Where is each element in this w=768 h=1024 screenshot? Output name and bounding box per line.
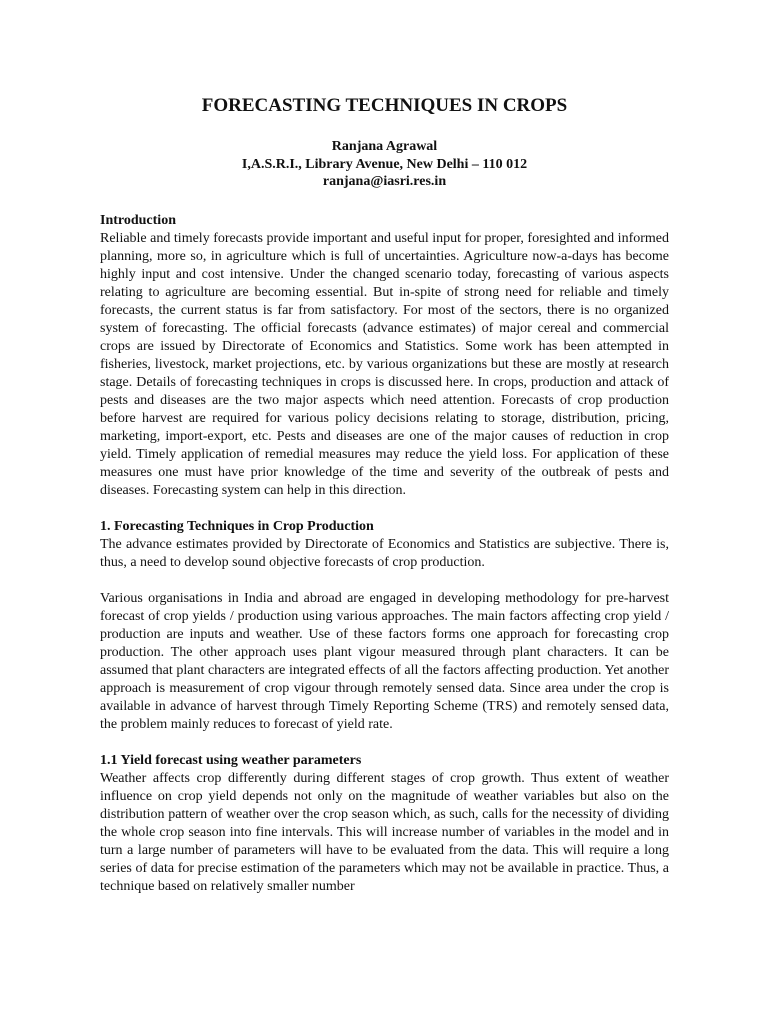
spacer [100,734,669,752]
spacer [100,572,669,590]
document-title: FORECASTING TECHNIQUES IN CROPS [201,95,568,116]
section-1-paragraph-1: The advance estimates provided by Directorate of Economics and Statistics are subjective. There is, thus, a need to develop sound objective forecasts of crop production. [100,536,669,570]
section-1-heading: 1. Forecasting Techniques in Crop Production [100,518,374,534]
author-affiliation: I,A.S.R.I., Library Avenue, New Delhi – 110 012 [241,156,528,172]
section-1-1-heading: 1.1 Yield forecast using weather parameters [100,752,362,768]
author-email: ranjana@iasri.res.in [322,174,447,189]
author-block [100,138,669,191]
introduction-heading: Introduction [100,212,176,228]
author-name: Ranjana Agrawal [331,139,438,154]
section-1-1-paragraph: Weather affects crop differently during different stages of crop growth. Thus extent of weather influence on crop yield depends not only on the magnitude of weather variables but also on the distribution pattern of weather over the crop season which, as such, calls for the necessity of dividing the whole crop season into fine intervals. This will increase number of variables in the model and in turn a large number of parameters will have to be evaluated from the data. This will require a long series of data for precise estimation of the parameters which may not be available in practice. Thus, a technique based on relatively smaller number [100,770,669,894]
document-body [100,94,669,896]
spacer [100,500,669,518]
introduction-paragraph: Reliable and timely forecasts provide important and useful input for proper, foresighted and informed planning, more so, in agriculture which is full of uncertainties. Agriculture now-a-days has become highly input and cost intensive. Under the changed scenario today, forecasting of various aspects relating to agriculture are becoming essential. But in-spite of strong need for reliable and timely forecasts, the current status is far from satisfactory. For most of the sectors, there is no organized system of forecasting. The official forecasts (advance estimates) of major cereal and commercial crops are issued by Directorate of Economics and Statistics. Some work has been attempted in fisheries, livestock, market projections, etc. by various organizations but these are mostly at research stage. Details of forecasting techniques in crops is discussed here. In crops, production and attack of pests and diseases are the two major aspects which need attention. Forecasts of crop production before harvest are required for various policy decisions relating to storage, distribution, pricing, marketing, import-export, etc. Pests and diseases are one of the major causes of reduction in crop yield. Timely application of remedial measures may reduce the yield loss. For application of these measures one must have prior knowledge of the time and severity of the outbreak of pests and diseases. Forecasting system can help in this direction. [100,230,669,498]
section-1-paragraph-2: Various organisations in India and abroad are engaged in developing methodology for pre-harvest forecast of crop yields / production using various approaches. The main factors affecting crop yield / production are inputs and weather. Use of these factors forms one approach for forecasting crop production. The other approach uses plant vigour measured through plant characters. It can be assumed that plant characters are integrated effects of all the factors affecting production. Yet another approach is measurement of crop vigour through remotely sensed data. Since area under the crop is available in advance of harvest through Timely Reporting Scheme (TRS) and remotely sensed data, the problem mainly reduces to forecast of yield rate. [100,590,669,732]
